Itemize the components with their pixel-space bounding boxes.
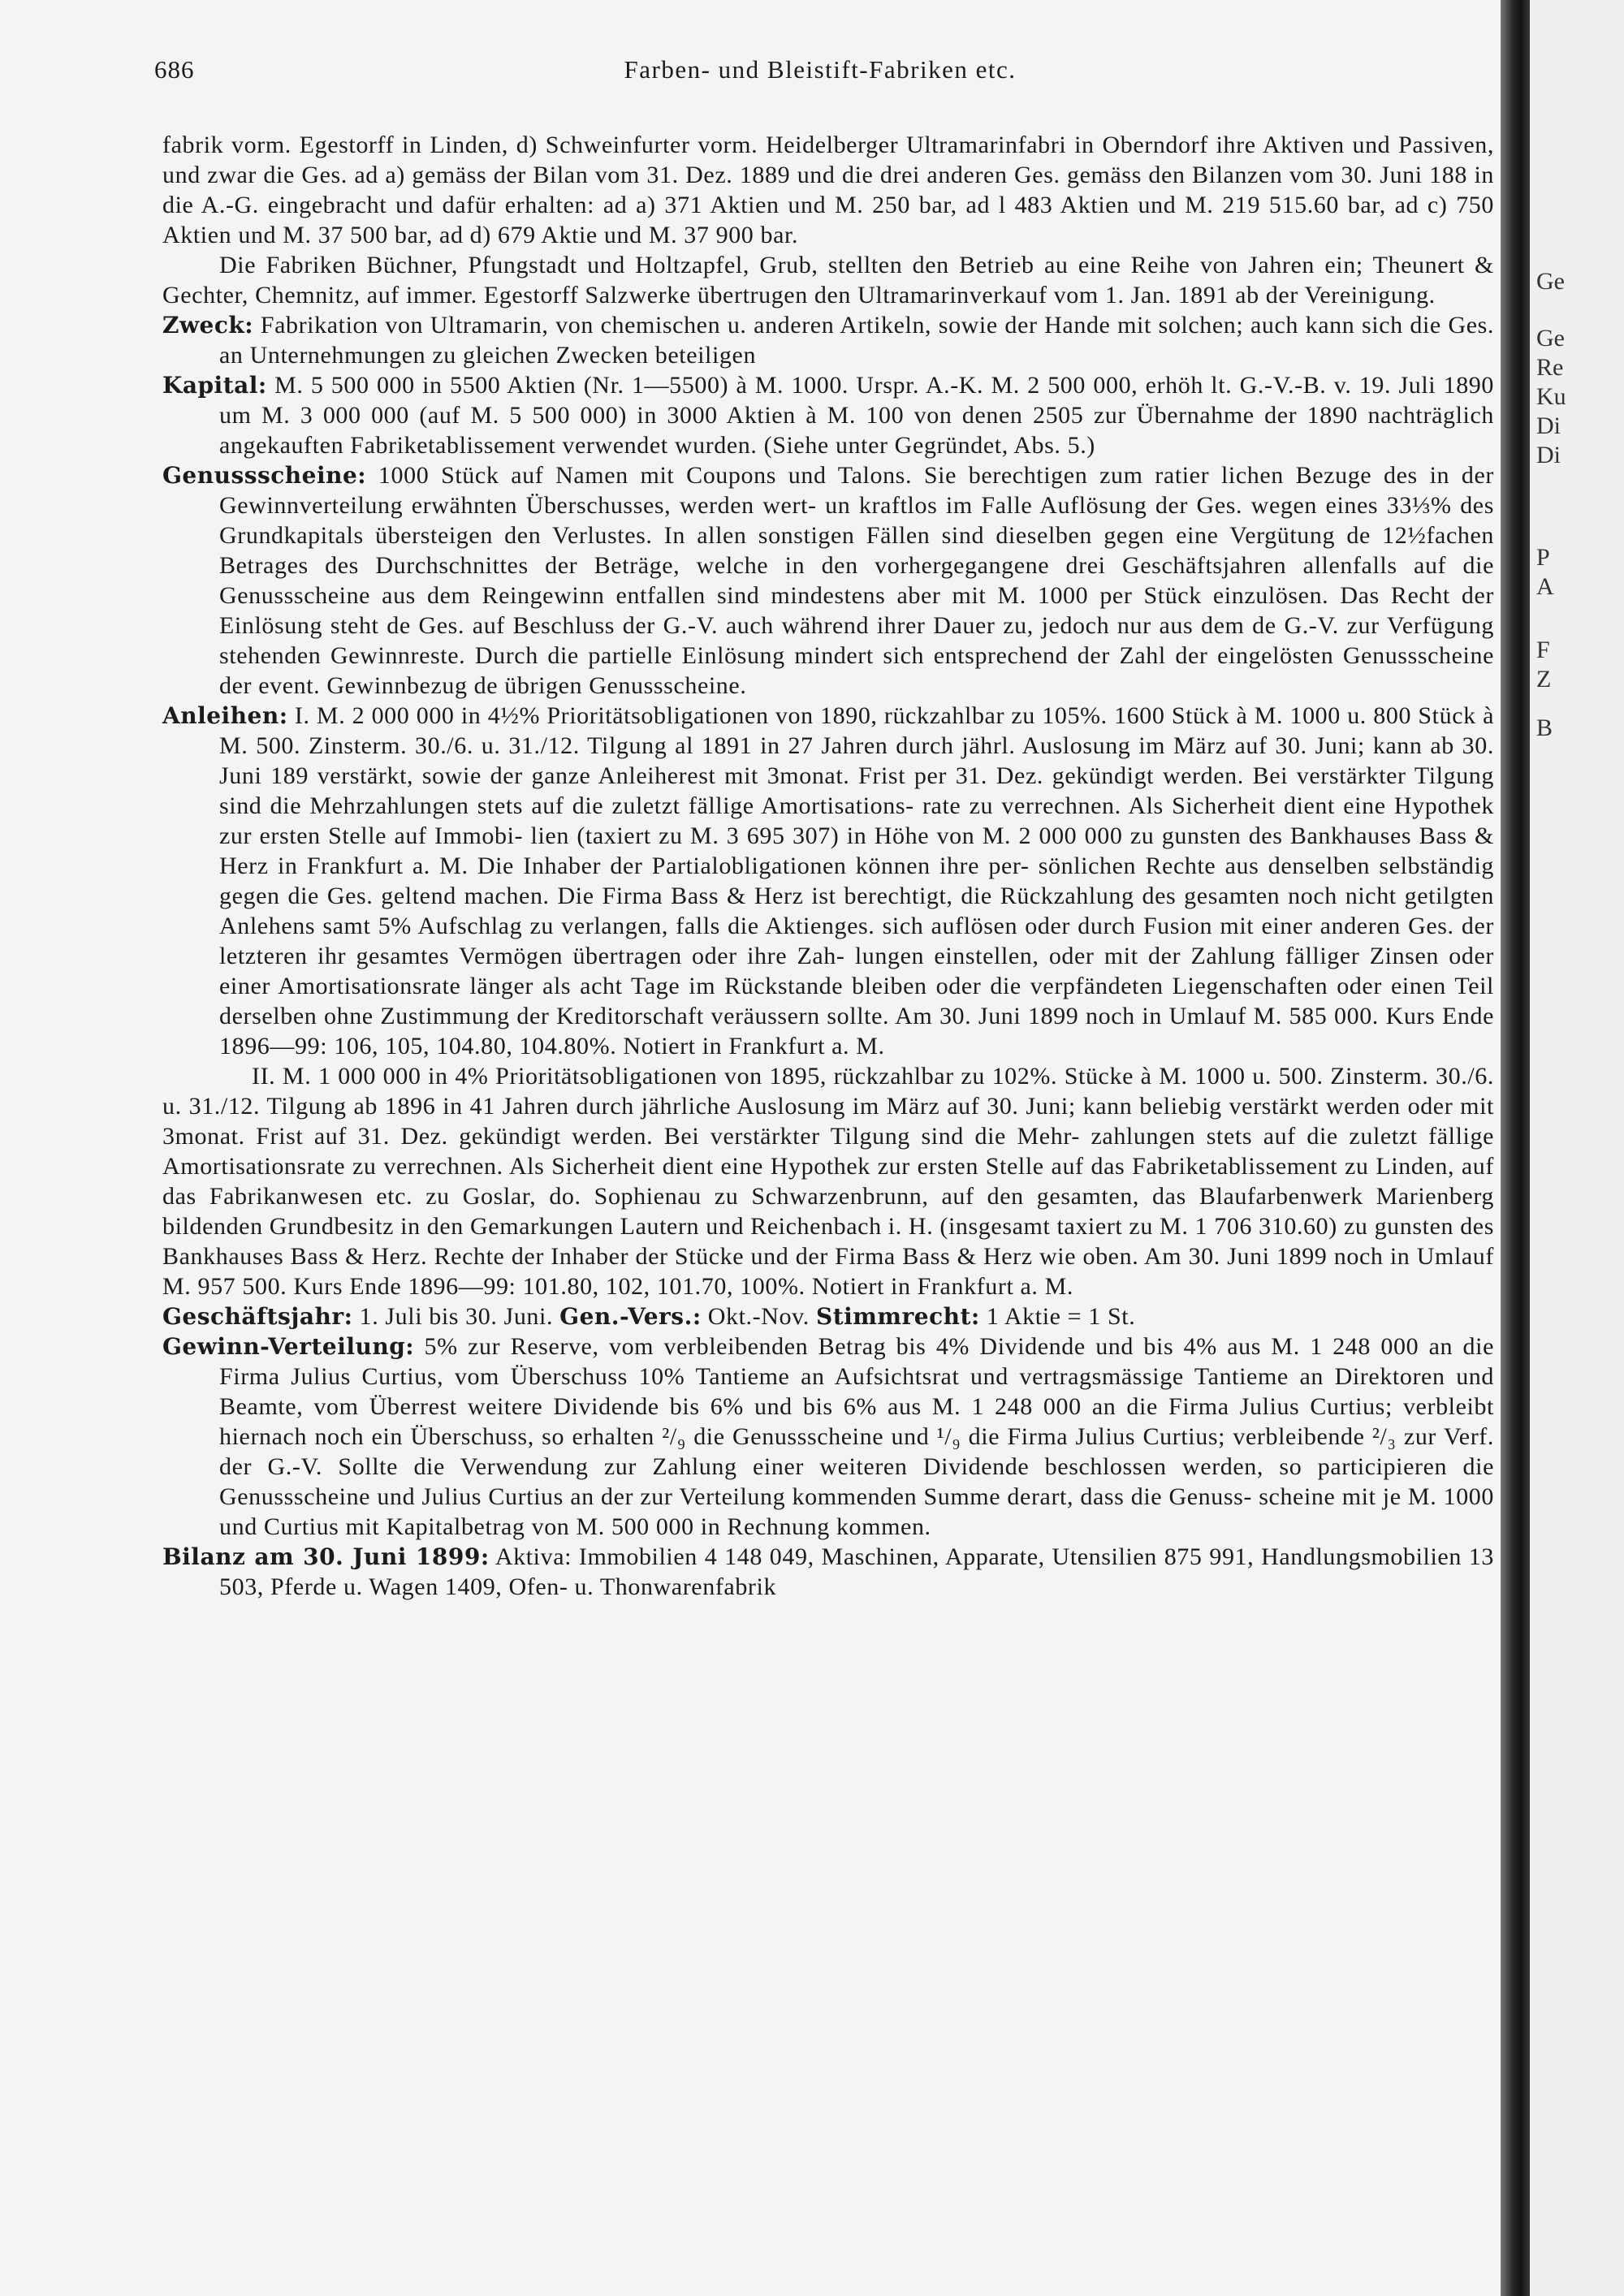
entry-text: 1. Juli bis 30. Juni. <box>352 1303 560 1330</box>
entry-label: Gen.-Vers.: <box>559 1303 702 1330</box>
entry-text: 5% zur Reserve, vom verbleibenden Betrag bis 4% Dividende und bis 4% aus M. 1 248 000 an die Firma Julius Curtius, vom Überschuss 10% Tantieme an Aufsichtsrat und vertragsmässige Tantieme an Direktoren und Beamte, vom Überrest weitere Dividende bis 6% und bis 6% aus M. 1 248 000 an die Firma Julius Curtius; verbleibt hiernach noch ein Überschuss, so erhalten ²/₉ die Genussscheine und ¹/₉ die Firma Julius Curtius; verbleibende ²/₃ zur Verf. der G.-V. Sollte die Verwendung zur Zahlung einer weiteren Dividende beschlossen werden, so participieren die Genussscheine und Julius Curtius an der zur Verteilung kommenden Summe derart, dass die Genuss- scheine mit je M. 1000 und Curtius mit Kapitalbetrag von M. 500 000 in Rechnung kommen. <box>219 1333 1494 1540</box>
edge-fragment: P <box>1536 544 1550 571</box>
entry-kapital <box>162 370 1494 460</box>
entry-text: 1 Aktie = 1 St. <box>979 1303 1136 1330</box>
entry-text: I. M. 2 000 000 in 4½% Prioritätsobligationen von 1890, rückzahlbar zu 105%. 1600 Stück à M. 1000 u. 800 Stück à M. 500. Zinsterm. 30./6. u. 31./12. Tilgung al 1891 in 27 Jahren durch jährl. Auslosung im März auf 30. Juni; kann ab 30. Juni 189 verstärkt, sowie der ganze Anleiherest mit 3monat. Frist per 31. Dez. gekündigt werden. Bei verstärkter Tilgung sind die Mehrzahlungen stets auf die zuletzt fällige Amortisations- rate zu verrechnen. Als Sicherheit dient eine Hypothek zur ersten Stelle auf Immobi- lien (taxiert zu M. 3 695 307) in Höhe von M. 2 000 000 zu gunsten des Bankhauses Bass & Herz in Frankfurt a. M. Die Inhaber der Partialobligationen können ihre per- sönlichen Rechte aus denselben selbständig gegen die Ges. geltend machen. Die Firma Bass & Herz ist berechtigt, die Rückzahlung des gesamten noch nicht getilgten Anlehens samt 5% Aufschlag zu verlangen, falls die Aktienges. sich auflösen oder durch Fusion mit einer anderen Ges. der letzteren ihr gesamtes Vermögen übertragen oder ihre Zah- lungen einstellen, oder mit der Zahlung fälliger Zinsen oder einer Amortisationsrate länger als acht Tage im Rückstande bleiben oder die verpfändeten Liegenschaften oder einen Teil derselben ohne Zustimmung der Kreditorschaft veräussern sollte. Am 30. Juni 1899 noch in Umlauf M. 585 000. Kurs Ende 1896—99: 106, 105, 104.80, 104.80%. Notiert in Frankfurt a. M. <box>219 702 1494 1060</box>
edge-fragment: Di <box>1536 442 1561 468</box>
page-header <box>154 55 1486 91</box>
edge-fragment: F <box>1536 637 1550 663</box>
entry-label: Zweck: <box>162 312 254 339</box>
paragraph-fabriken: Die Fabriken Büchner, Pfungstadt und Holtzapfel, Grub, stellten den Betrieb au eine Reihe von Jahren ein; Theunert & Gechter, Chemnitz, auf immer. Egestorff Salzwerke übertrugen den Ultramarinverkauf vom 1. Jan. 1891 ab der Vereinigung. <box>162 252 1494 309</box>
edge-fragment: Re <box>1536 354 1564 381</box>
entry-text: 1000 Stück auf Namen mit Coupons und Talons. Sie berechtigen zum ratier lichen Bezuge des in der Gewinnverteilung erwähnten Überschusses, werden wert- un kraftlos im Falle Auflösung der Ges. wegen eines 33⅓% des Grundkapitals übersteigen den Verlustes. In allen sonstigen Fällen sind dieselben gegen eine Vergütung de 12½fachen Betrages des Durchschnittes der Beträge, welche in den vorhergegangene drei Geschäftsjahren allenfalls auf die Genussscheine aus dem Reingewinn entfallen sind mindestens aber mit M. 1000 per Stück einzulösen. Das Recht der Einlösung steht de Ges. auf Beschluss der G.-V. auch während ihrer Dauer zu, jedoch nur aus dem de G.-V. zur Verfügung stehenden Gewinnreste. Durch die partielle Einlösung mindert sich entsprechend der Zahl der eingelösten Genussscheine der event. Gewinnbezug de übrigen Genussscheine. <box>219 462 1494 699</box>
entry-anleihen-ii: II. M. 1 000 000 in 4% Prioritätsobligationen von 1895, rückzahlbar zu 102%. Stücke à M. 1000 u. 500. Zinsterm. 30./6. u. 31./12. Tilgung ab 1896 in 41 Jahren durch jährliche Auslosung im März auf 30. Juni; kann beliebig verstärkt werden oder mit 3monat. Frist auf 31. Dez. gekündigt werden. Bei verstärkter Tilgung sind die Mehr- zahlungen stets auf die zuletzt fällige Amortisationsrate zu verrechnen. Als Sicherheit dient eine Hypothek zur ersten Stelle auf das Fabriketablissement zu Linden, auf das Fabrikanwesen etc. zu Goslar, do. Sophienau zu Schwarzenbrunn, auf den gesamten, das Blaufarbenwerk Marienberg bildenden Grundbesitz in den Gemarkungen Lautern und Reichenbach i. H. (insgesamt taxiert zu M. 1 706 310.60) zu gunsten des Bankhauses Bass & Herz. Rechte der Inhaber der Stücke und der Firma Bass & Herz wie oben. Am 30. Juni 1899 noch in Umlauf M. 957 500. Kurs Ende 1896—99: 101.80, 102, 101.70, 100%. Notiert in Frankfurt a. M. <box>162 1063 1494 1300</box>
entry-geschaeftsjahr-line <box>162 1301 1494 1331</box>
edge-fragment: Ge <box>1536 325 1565 352</box>
entry-label: Kapital: <box>162 372 267 399</box>
entry-label: Bilanz am 30. Juni 1899: <box>162 1543 490 1570</box>
paragraph-continuation: fabrik vorm. Egestorff in Linden, d) Schweinfurter vorm. Heidelberger Ultramarinfabri in Oberndorf ihre Aktiven und Passiven, und zwar die Ges. ad a) gemäss der Bilan vom 31. Dez. 1889 und die drei anderen Ges. gemäss den Bilanzen vom 30. Juni 188 in die A.-G. eingebracht und dafür erhalten: ad a) 371 Aktien und M. 250 bar, ad l 483 Aktien und M. 219 515.60 bar, ad c) 750 Aktien und M. 37 500 bar, ad d) 679 Aktie und M. 37 900 bar. <box>162 132 1494 248</box>
entry-text: Aktiva: Immobilien 4 148 049, Maschinen, Apparate, Utensilien 875 991, Handlungsmobilien 13 503, Pferde u. Wagen 1409, Ofen- u. Thonwarenfabrik <box>219 1543 1494 1600</box>
entry-text: M. 5 500 000 in 5500 Aktien (Nr. 1—5500) à M. 1000. Urspr. A.-K. M. 2 500 000, erhöh lt. G.-V.-B. v. 19. Juli 1890 um M. 3 000 000 (auf M. 5 500 000) in 3000 Aktien à M. 100 von denen 2505 zur Übernahme der 1890 nachträglich angekauften Fabriketablissement verwendet wurden. (Siehe unter Gegründet, Abs. 5.) <box>219 372 1494 459</box>
right-page-edge <box>1530 0 1624 2296</box>
entry-label: Geschäftsjahr: <box>162 1303 353 1330</box>
entry-genussscheine <box>162 460 1494 701</box>
entry-bilanz <box>162 1542 1494 1602</box>
edge-fragment: B <box>1536 714 1553 741</box>
edge-fragment: Di <box>1536 412 1561 439</box>
entry-text: Fabrikation von Ultramarin, von chemischen u. anderen Artikeln, sowie der Hande mit solchen; auch kann sich die Ges. an Unternehmungen zu gleichen Zwecken beteiligen <box>219 312 1494 369</box>
entry-zweck <box>162 310 1494 370</box>
edge-fragment: A <box>1536 573 1554 600</box>
entry-label: Stimmrecht: <box>815 1303 980 1330</box>
page-number: 686 <box>154 55 195 84</box>
entry-gewinn-verteilung <box>162 1331 1494 1542</box>
entry-label: Anleihen: <box>162 702 288 729</box>
entry-anleihen <box>162 701 1494 1061</box>
running-title: Farben- und Bleistift-Fabriken etc. <box>624 55 1017 84</box>
edge-fragment: Ge <box>1536 268 1565 295</box>
edge-fragment: Ku <box>1536 383 1566 410</box>
edge-fragment: Z <box>1536 666 1552 693</box>
document-body <box>162 130 1494 1602</box>
book-gutter <box>1501 0 1530 2296</box>
entry-text: Okt.-Nov. <box>701 1303 816 1330</box>
entry-label: Gewinn-Verteilung: <box>162 1333 415 1360</box>
entry-label: Genussscheine: <box>162 462 367 489</box>
